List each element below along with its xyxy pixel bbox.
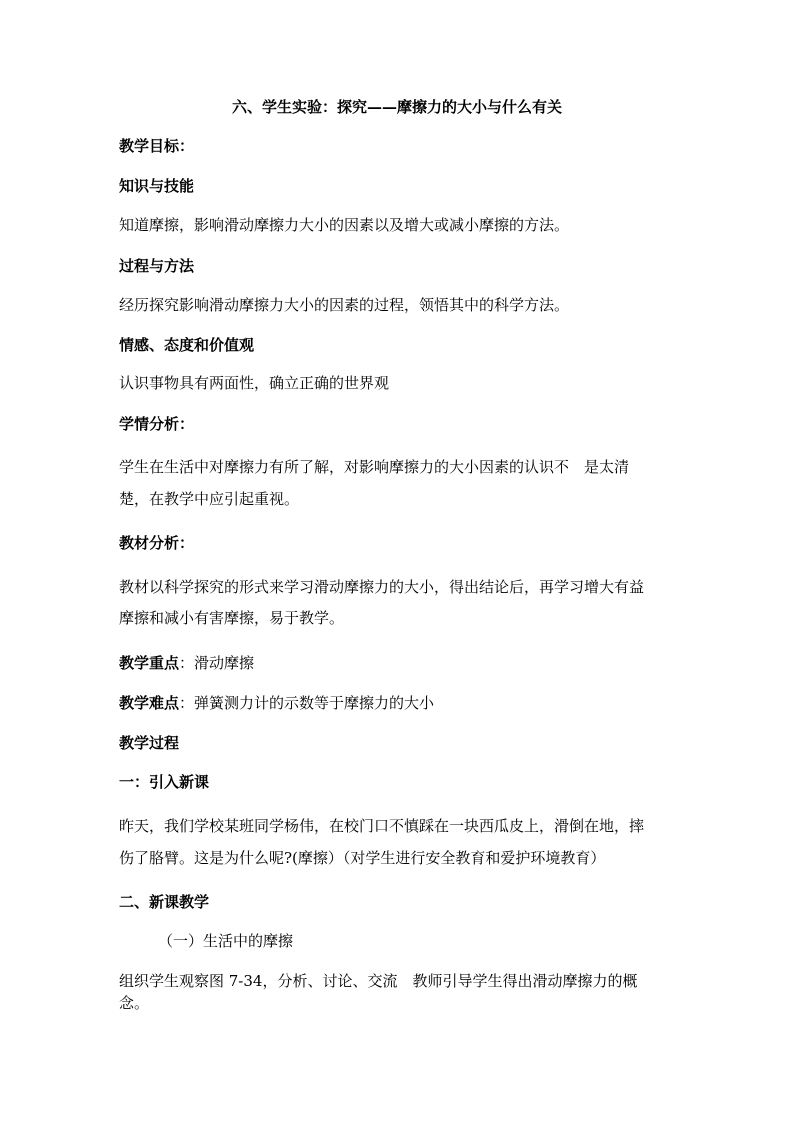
- key-point: [119, 653, 679, 673]
- difficulty-text: ：弹簧测力计的示数等于摩擦力的大小: [179, 694, 435, 712]
- step2-heading: 二、新课教学: [119, 893, 210, 911]
- student-analysis-line: 楚，在教学中应引起重视。: [119, 490, 300, 508]
- emotion-heading: 情感、态度和价值观: [119, 336, 255, 354]
- difficulty: [119, 693, 679, 713]
- student-analysis-line: 学生在生活中对摩擦力有所了解，对影响摩擦力的大小因素的认识不 是太清: [119, 458, 630, 476]
- material-analysis-line: 教材以科学探究的形式来学习滑动摩擦力的大小，得出结论后，再学习增大有益: [119, 578, 645, 596]
- process-heading: 过程与方法: [119, 257, 195, 275]
- material-analysis-line: 摩擦和减小有害摩擦，易于教学。: [119, 609, 345, 627]
- material-analysis-heading: 教材分析：: [119, 534, 195, 552]
- key-point-label: 教学重点: [119, 654, 180, 672]
- sub1-line: 念。: [119, 994, 150, 1012]
- key-point-text: ：滑动摩擦: [179, 654, 255, 672]
- objectives-heading: 教学目标：: [119, 137, 195, 155]
- emotion-text: 认识事物具有两面性，确立正确的世界观: [119, 374, 390, 392]
- process-section-heading: 教学过程: [119, 734, 180, 752]
- document-title: 六、学生实验：探究——摩擦力的大小与什么有关: [231, 98, 562, 116]
- process-text: 经历探究影响滑动摩擦力大小的因素的过程，领悟其中的科学方法。: [119, 296, 570, 314]
- step1-line: 伤了胳臂。这是为什么呢?(摩擦）（对学生进行安全教育和爱护环境教育）: [119, 849, 606, 867]
- step1-line: 昨天，我们学校某班同学杨伟，在校门口不慎踩在一块西瓜皮上，滑倒在地，摔: [119, 817, 645, 835]
- difficulty-label: 教学难点: [119, 694, 180, 712]
- sub1-line: 组织学生观察图 7-34，分析、讨论、交流 教师引导学生得出滑动摩擦力的概: [119, 972, 638, 990]
- knowledge-text: 知道摩擦，影响滑动摩擦力大小的因素以及增大或减小摩擦的方法。: [119, 216, 570, 234]
- step1-heading: 一：引入新课: [119, 773, 210, 791]
- sub1-heading: （一）生活中的摩擦: [158, 932, 294, 950]
- student-analysis-heading: 学情分析：: [119, 415, 195, 433]
- knowledge-heading: 知识与技能: [119, 177, 195, 195]
